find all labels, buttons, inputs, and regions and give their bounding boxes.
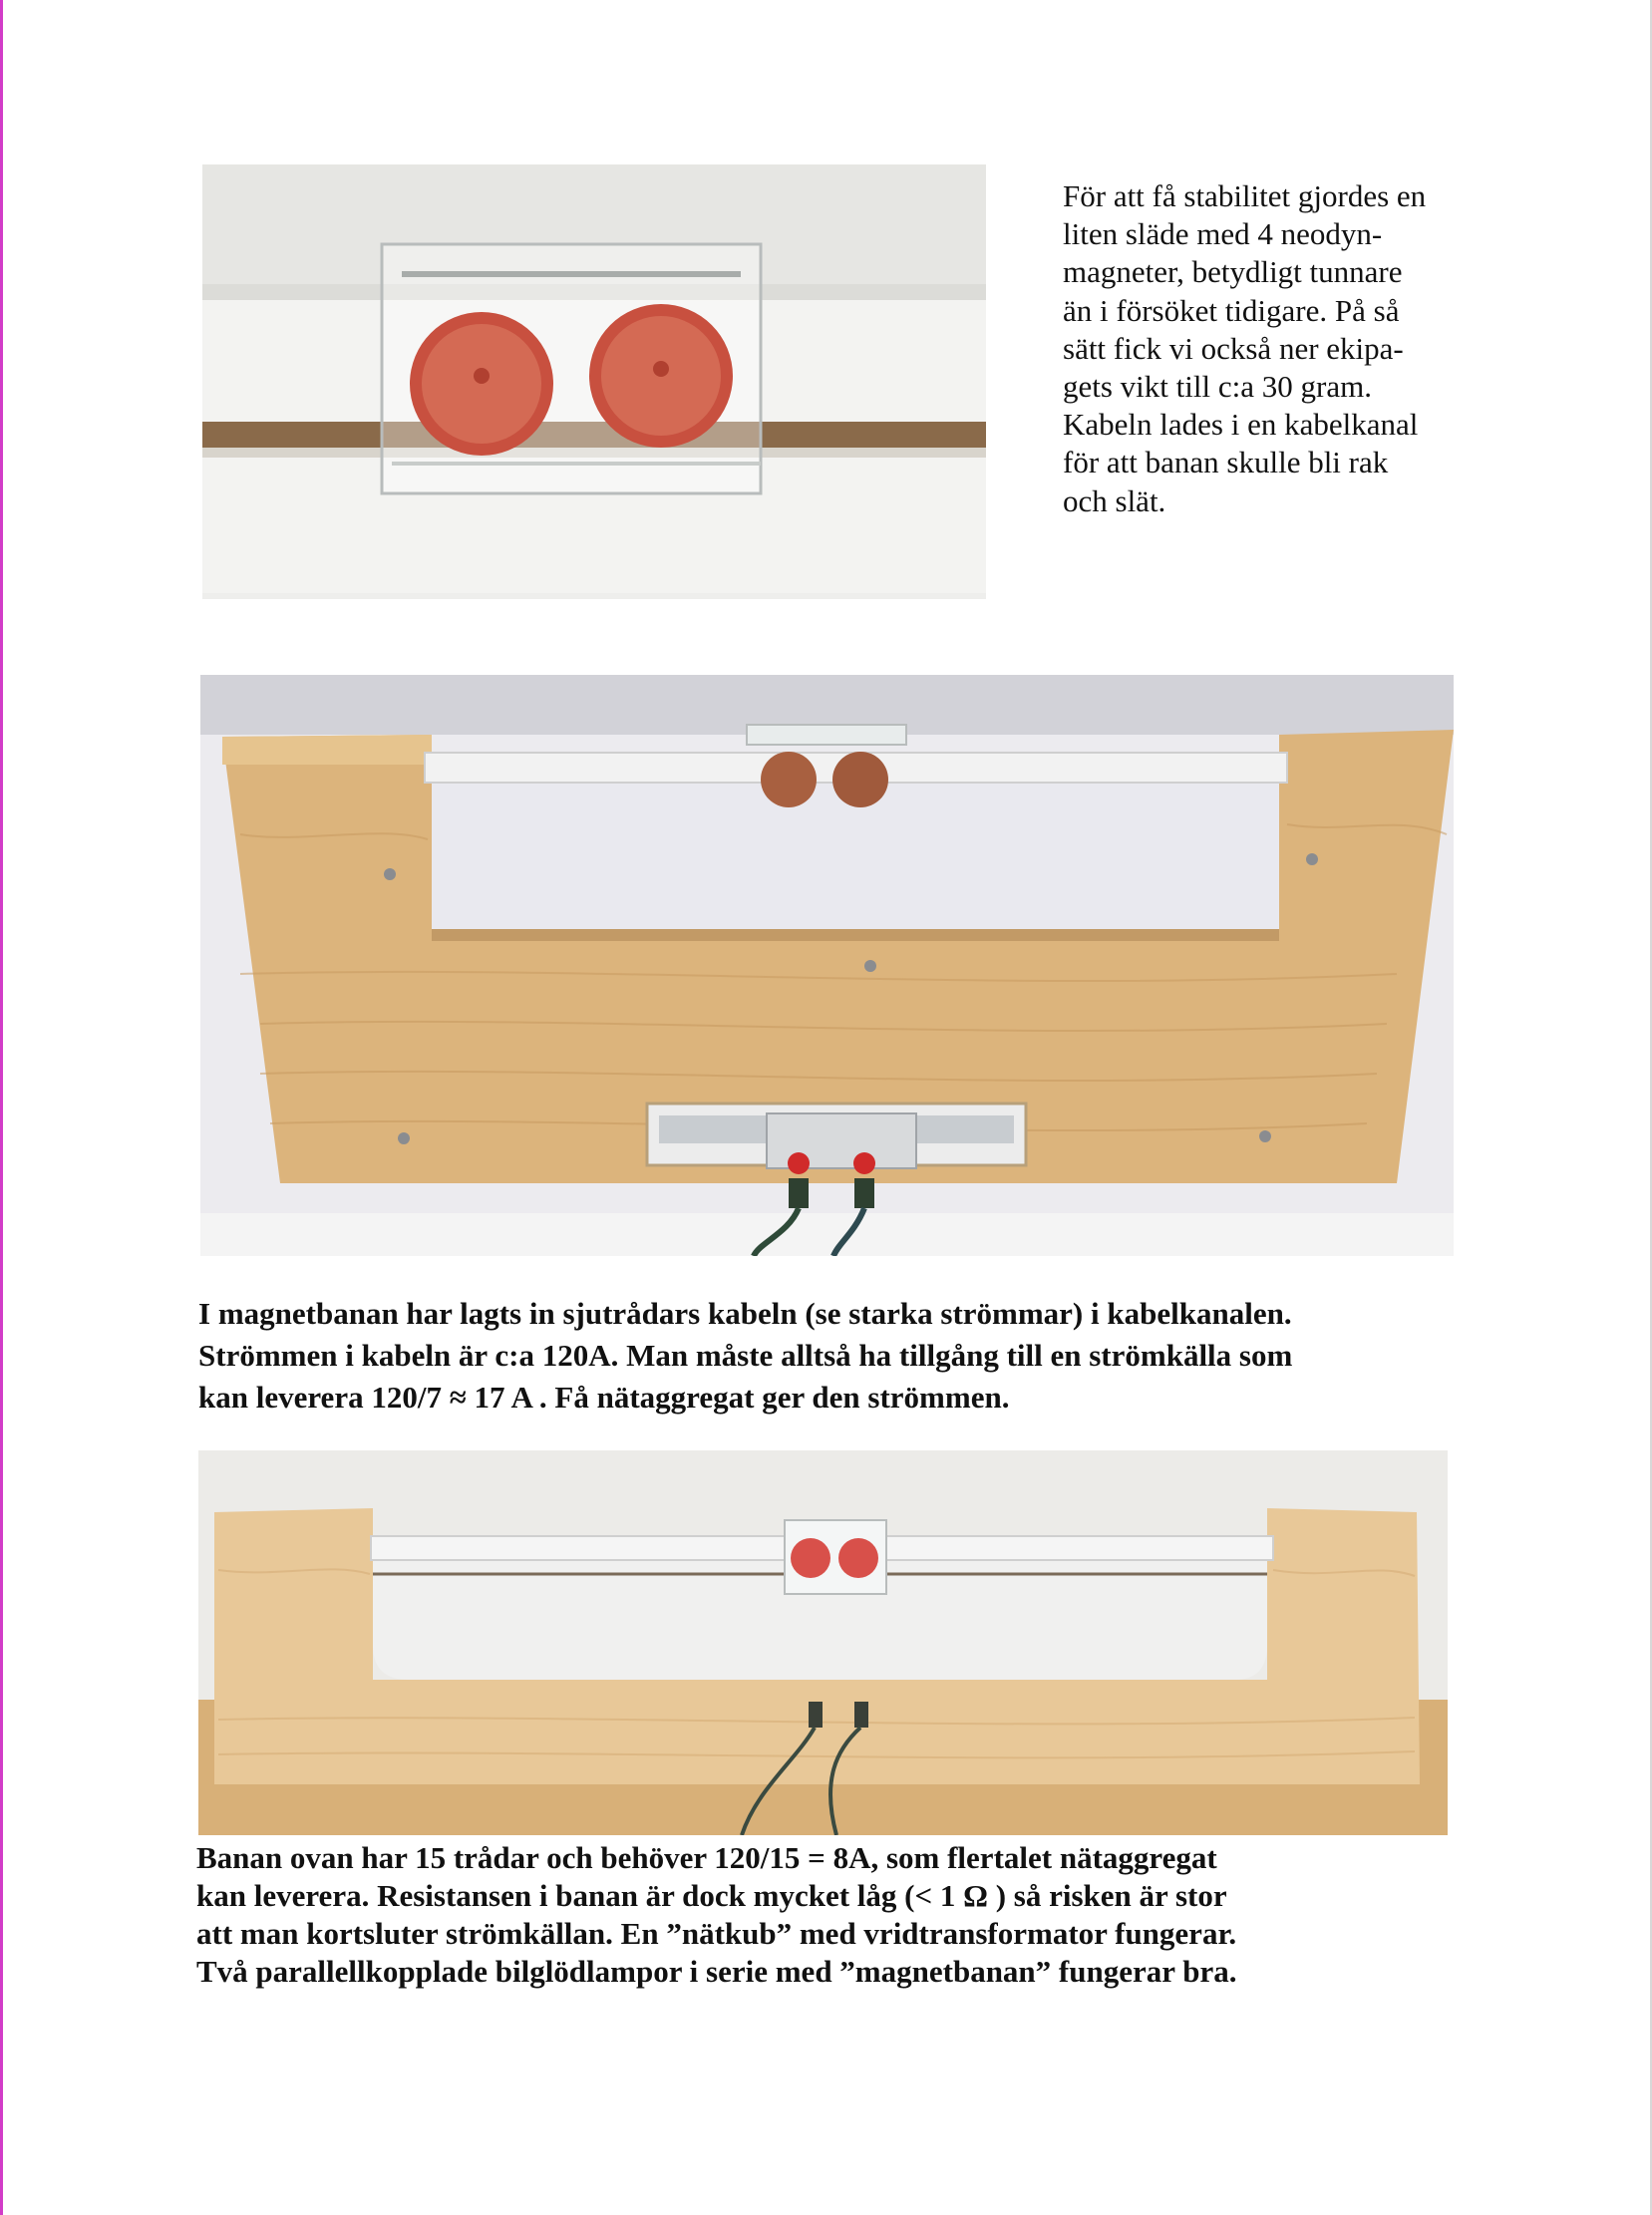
caption-line: Banan ovan har 15 trådar och behöver 120/15 = 8A, som flertalet nätaggregat: [196, 1840, 1217, 1875]
caption-fifteen-wire: [196, 1839, 1236, 1991]
caption-line: Strömmen i kabeln är c:a 120A. Man måste alltså ha tillgång till en strömkälla som: [198, 1338, 1293, 1373]
intro-line: liten släde med 4 neodyn-: [1063, 216, 1383, 252]
caption-line: kan leverera 120/7 ≈ 17 A . Få nätaggregat ger den strömmen.: [198, 1380, 1010, 1415]
intro-line: än i försöket tidigare. På så: [1063, 292, 1400, 328]
intro-line: sätt fick vi också ner ekipa-: [1063, 330, 1404, 366]
caption-line: I magnetbanan har lagts in sjutrådars kabeln (se starka strömmar) i kabelkanalen.: [198, 1296, 1292, 1331]
photo-magnet-track-15-wire: [198, 1450, 1448, 1835]
caption-line: Två parallellkopplade bilglödlampor i serie med ”magnetbanan” fungerar bra.: [196, 1954, 1237, 1989]
intro-line: gets vikt till c:a 30 gram.: [1063, 369, 1372, 405]
page-edge-left: [0, 0, 3, 2215]
intro-paragraph: [1063, 177, 1426, 520]
caption-line: kan leverera. Resistansen i banan är dock mycket låg (< 1 Ω ) så risken är stor: [196, 1878, 1227, 1913]
photo-sled-closeup: [202, 164, 986, 599]
intro-line: Kabeln lades i en kabelkanal: [1063, 407, 1419, 443]
intro-line: för att banan skulle bli rak: [1063, 445, 1389, 480]
intro-line: och slät.: [1063, 482, 1166, 518]
caption-line: att man kortsluter strömkällan. En ”nätkub” med vridtransformator fungerar.: [196, 1916, 1237, 1951]
photo-magnet-track-7-wire: [200, 675, 1454, 1256]
caption-seven-wire: [198, 1293, 1292, 1419]
intro-line: För att få stabilitet gjordes en: [1063, 178, 1427, 213]
intro-line: magneter, betydligt tunnare: [1063, 254, 1403, 290]
